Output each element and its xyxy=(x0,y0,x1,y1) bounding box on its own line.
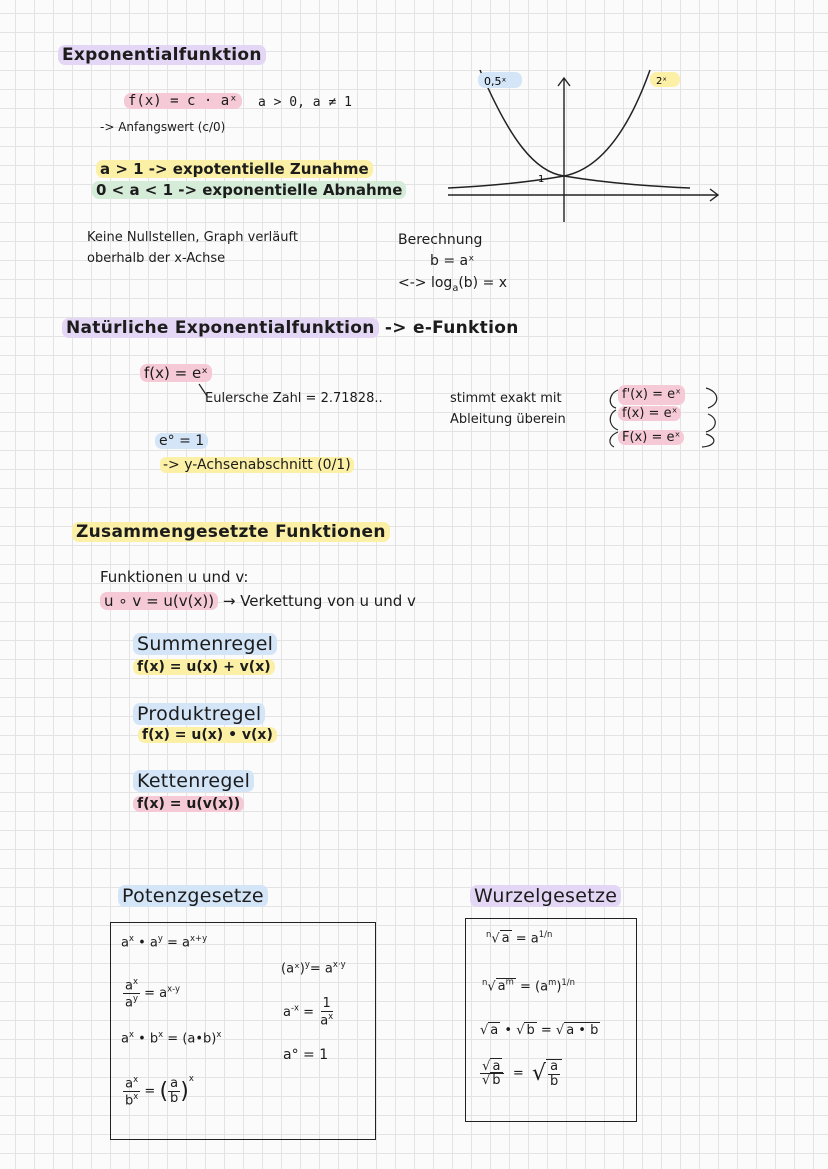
power-rule-fraction: $\frac{a^x}{b^x}$ = ( $\frac{a}{b}$ )$^x$ xyxy=(125,1073,194,1109)
y-intercept-text: -> y-Achsenabschnitt (0/1) xyxy=(160,457,354,473)
pr2-num-exp: x xyxy=(132,976,138,986)
exp-function-formula: f(x) = c · aˣ xyxy=(124,93,242,109)
section-title-natural-exp xyxy=(62,318,519,338)
derivative-note-1: stimmt exakt mit xyxy=(450,391,562,406)
pr2-num-base: a xyxy=(125,978,133,994)
power-rule-quotient: $\frac{a^x}{a^y}$ = $a^{x-y}$ xyxy=(125,976,180,1011)
rr2-index: n xyxy=(482,977,488,987)
rr4-left-num: √ a xyxy=(480,1060,504,1075)
rr2-res-inner-exp: m xyxy=(548,977,557,987)
pr4-den-exp: x xyxy=(328,1010,334,1021)
pr7-den-base: b xyxy=(125,1093,134,1109)
derivative-note-2: Ableitung überein xyxy=(450,412,566,427)
pr5-res-exp: x xyxy=(216,1029,222,1039)
pr5-b: b xyxy=(149,1031,159,1047)
pr2-res-exp: x-y xyxy=(167,983,180,994)
power-rule-product: $a^x$ • $a^y = a^{x+y}$ xyxy=(121,933,208,951)
powers-title-text: Potenzgesetze xyxy=(118,885,268,907)
y-intercept-note xyxy=(160,457,354,473)
roots-title-text: Wurzelgesetze xyxy=(470,885,621,907)
sum-rule-formula: f(x) = u(x) + v(x) xyxy=(133,659,275,675)
rr4-fraction-right xyxy=(546,1059,562,1088)
rr3-res: a • b xyxy=(566,1023,599,1038)
pr5-res: (a•b) xyxy=(182,1031,217,1047)
derivative-antideriv: F(x) = eˣ xyxy=(618,430,684,445)
rr2-res-open: (a xyxy=(535,979,549,995)
pr4-fraction xyxy=(318,997,335,1028)
section-title-exponentialfunktion: Exponentialfunktion xyxy=(58,45,266,65)
start-value-note: -> Anfangswert (c/0) xyxy=(100,120,226,134)
pr5-b-exp: x xyxy=(158,1029,164,1039)
pr7-fraction xyxy=(123,1075,140,1108)
derivative-cycle-arrows xyxy=(600,384,728,450)
pr2-den-exp: y xyxy=(132,992,138,1003)
pr7-paren-close: ) xyxy=(180,1079,189,1104)
powers-title xyxy=(118,885,268,907)
pr2-den xyxy=(123,994,140,1010)
root-rule-4: $\frac{√ a}{√ b}$ = √ $\frac{a}{b}$ xyxy=(480,1059,562,1088)
power-rule-zero: a° = 1 xyxy=(283,1047,329,1063)
roots-title xyxy=(470,885,621,907)
root-rule-2: $^n$√ $a^m = (a^m)^{1/n}$ xyxy=(482,977,575,995)
e-power-zero: e° = 1 xyxy=(155,433,208,449)
calc-log xyxy=(398,275,507,294)
no-zeros-note-line2: oberhalb der x-Achse xyxy=(87,251,226,266)
pr3-res: a xyxy=(324,961,333,977)
pr1-base1: a xyxy=(121,935,129,951)
pr7-num xyxy=(123,1075,140,1092)
pr7-num-base: a xyxy=(125,1076,134,1092)
section-title-composite: Zusammengesetzte Funktionen xyxy=(72,522,390,542)
pr3-left-exp: y xyxy=(304,959,310,969)
pr7-num-exp: x xyxy=(133,1074,139,1085)
pr3-res-exp: x·y xyxy=(332,959,346,969)
calc-log-prefix: <-> log xyxy=(398,275,453,291)
derivative-f: f(x) = eˣ xyxy=(618,406,681,421)
rr4-right-den: b xyxy=(550,1073,559,1089)
rr4-fraction-left xyxy=(480,1060,505,1088)
rr4-left-den: √ b xyxy=(482,1073,501,1089)
rr2-res-exp: 1/n xyxy=(561,977,575,987)
pr3-left: (aˣ) xyxy=(281,961,305,977)
root-rule-3: √ a • √ b = √ a • b xyxy=(480,1023,599,1038)
powers-box xyxy=(110,922,376,1140)
chain-rule-formula: f(x) = u(v(x)) xyxy=(133,796,244,812)
root-rule-1: $^n$√ $a = a^{1/n}$ xyxy=(486,929,553,947)
pr7-right-den: b xyxy=(170,1091,179,1106)
pr4-left-exp: -x xyxy=(290,1002,300,1013)
label-one: 1 xyxy=(538,174,545,185)
composition-line xyxy=(100,592,416,610)
rr4-left-den-rad: b xyxy=(492,1073,501,1089)
rr3-b: b xyxy=(526,1023,535,1038)
sum-rule-title-text: Summenregel xyxy=(133,633,277,655)
pr5-a: a xyxy=(121,1031,129,1047)
rr4-right-num: a xyxy=(550,1059,559,1074)
pr1-exp2: y xyxy=(157,933,163,943)
calc-log-base: a xyxy=(452,282,459,294)
growth-rule: a > 1 -> expotentielle Zunahme xyxy=(96,160,373,178)
rr2-res-close: ) xyxy=(556,979,562,995)
pr4-left: a xyxy=(283,1004,291,1020)
pr1-res: a xyxy=(182,935,191,951)
pr7-paren-open: ( xyxy=(159,1079,169,1104)
pr4-num: 1 xyxy=(322,996,331,1011)
pr7-den-exp: x xyxy=(133,1091,139,1101)
rr1-res: a xyxy=(530,931,539,947)
rr2-radicand xyxy=(496,978,516,994)
pr1-res-exp: x+y xyxy=(190,933,208,943)
composite-intro: Funktionen u und v: xyxy=(100,568,249,586)
calc-title: Berechnung xyxy=(398,232,483,248)
pr1-exp1: x xyxy=(128,933,134,943)
pr1-base2: a xyxy=(149,935,158,951)
label-two: 2ˣ xyxy=(656,76,667,87)
pr7-right-num: a xyxy=(170,1076,179,1092)
no-zeros-note-line1: Keine Nullstellen, Graph verläuft xyxy=(87,230,298,245)
pr2-den-base: a xyxy=(125,995,133,1011)
pr7-fraction-right xyxy=(168,1077,180,1105)
calc-log-suffix: (b) = x xyxy=(458,275,508,291)
pr7-den xyxy=(123,1092,140,1108)
curve-two-pow-x xyxy=(448,70,650,188)
euler-number: Eulersche Zahl = 2.71828.. xyxy=(205,391,383,406)
roots-box xyxy=(465,918,637,1122)
exponential-graph xyxy=(440,60,730,230)
chain-rule-title-text: Kettenregel xyxy=(133,770,254,792)
rr2-rad-exp: m xyxy=(505,977,514,987)
pr4-den-base: a xyxy=(320,1012,329,1028)
composition-formula: u ∘ v = u(v(x)) xyxy=(100,592,218,610)
natural-exp-title: Natürliche Exponentialfunktion xyxy=(62,318,379,338)
composition-text: → Verkettung von u und v xyxy=(222,592,416,610)
sum-rule-title xyxy=(133,633,277,655)
power-rule-same-exponent: $a^x$ • $b^x$ = (a•b)$^x$ xyxy=(121,1029,222,1047)
natural-exp-title-suffix: -> e-Funktion xyxy=(384,318,519,338)
chain-rule-title xyxy=(133,770,254,792)
rr1-radicand: a xyxy=(501,931,510,947)
pr5-a-exp: x xyxy=(128,1029,134,1039)
product-rule-formula: f(x) = u(x) • v(x) xyxy=(138,727,277,743)
natural-exp-formula: f(x) = eˣ xyxy=(140,364,212,382)
rr1-index: n xyxy=(486,929,492,939)
power-rule-power: (aˣ)$^y$= $a^{x\cdot y}$ xyxy=(281,959,346,977)
power-rule-negative: $a^{-x}$ = $\frac{1}{a^x}$ xyxy=(283,996,334,1028)
pr2-res: a xyxy=(159,985,168,1001)
decay-rule: 0 < a < 1 -> exponentielle Abnahme xyxy=(92,181,406,199)
calc-equation: b = aˣ xyxy=(430,253,475,269)
exp-condition: a > 0, a ≠ 1 xyxy=(258,95,352,110)
rr4-left-num-rad: a xyxy=(492,1058,501,1074)
pr2-num xyxy=(123,977,140,994)
label-half: 0,5ˣ xyxy=(484,75,507,88)
rr1-res-exp: 1/n xyxy=(538,929,553,939)
rr3-a: a xyxy=(490,1023,499,1038)
derivative-fprime: f'(x) = eˣ xyxy=(618,385,685,405)
pr4-den xyxy=(318,1012,335,1028)
rr2-rad-base: a xyxy=(497,979,506,995)
pr2-fraction xyxy=(123,977,140,1010)
product-rule-title xyxy=(133,703,265,725)
product-rule-title-text: Produktregel xyxy=(133,703,265,725)
pr7-right-exp: x xyxy=(188,1073,194,1083)
rr4-root-sign: √ xyxy=(531,1061,547,1087)
